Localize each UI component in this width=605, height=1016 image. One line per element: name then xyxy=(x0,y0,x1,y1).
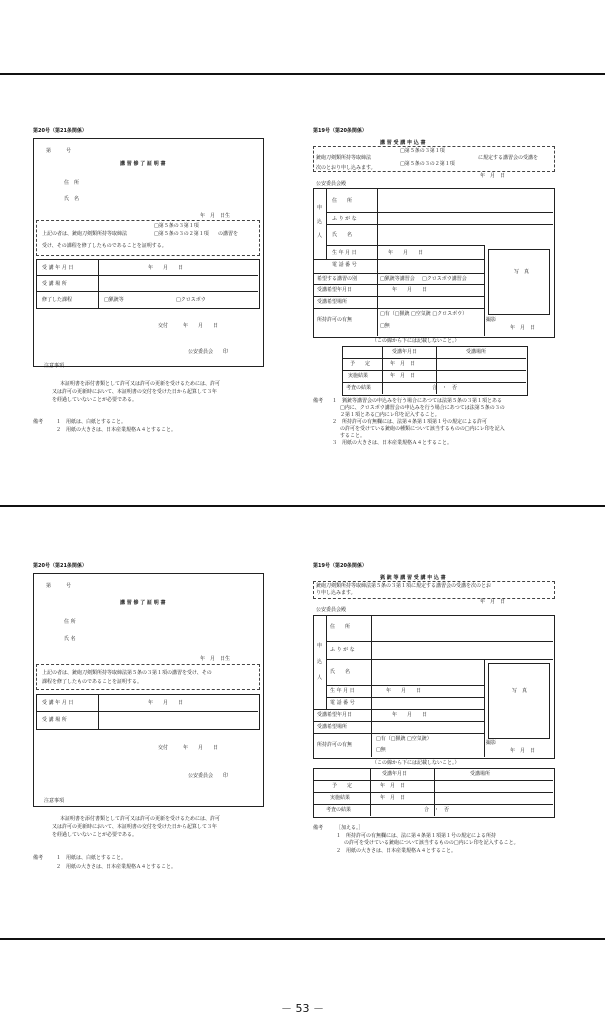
app-date: 年 月 日 xyxy=(480,599,506,605)
cert-number: 第 号 xyxy=(46,583,72,589)
notes-line-3: を経過していないことが必要である。 xyxy=(52,397,138,403)
app-remark-0: ［加える。］ xyxy=(336,825,364,831)
statement-line-1b: の講習を xyxy=(218,231,239,237)
course-choice-1: □猟銃等講習会 xyxy=(380,276,415,282)
side-label-2: 込 xyxy=(317,219,323,225)
photo-area xyxy=(488,249,550,315)
field-phone: 電 話 番 号 xyxy=(332,262,357,268)
app-remark-1b: □内に、クロスボウ講習会の申込みを行う場合にあつては法第５条の３の xyxy=(340,405,505,411)
photo-taken: 撮影 xyxy=(486,317,497,323)
app-date: 年 月 日 xyxy=(480,173,506,179)
app-title: 猟 銃 等 講 習 受 講 申 込 書 xyxy=(380,575,446,581)
app-opt-1: □第５条の３第１項 xyxy=(400,148,445,154)
remark-line-2: ２ 用紙の大きさは、日本産業規格Ａ４とすること。 xyxy=(56,427,177,433)
course-option-2: □クロスボウ xyxy=(176,297,206,303)
app-remark-1: １ 猟銃等講習会の申込みを行う場合にあつては法第５条の３第１項とある xyxy=(332,398,503,404)
app-remark-2b: の許可を受けている銃砲の種類について該当するものの□内にレ印を記入 xyxy=(340,426,505,432)
sub-row-result: 実施結果 xyxy=(348,373,369,379)
notes-line-1: 本証明書を添付書類として許可又は許可の更新を受けるためには、許可 xyxy=(60,816,221,822)
app-remark-label: 備考 xyxy=(313,825,324,831)
app-title: 講 習 受 講 申 込 書 xyxy=(380,140,426,146)
pass-fail: 合 ・ 否 xyxy=(432,385,458,391)
statement-line-1: 上記の者は、銃砲刀剣類所持等取締法第５条の３第１項の講習を受け、その xyxy=(42,670,212,676)
form-header: 第20号（第21条関係） xyxy=(33,563,87,569)
field-furigana: ふ り が な xyxy=(332,216,357,222)
field-birth: 生 年 月 日 xyxy=(332,250,357,256)
pass-fail: 合 ・ 否 xyxy=(424,807,450,813)
photo-label: 写 真 xyxy=(512,688,528,694)
row-req-date: 受講希望年月日 xyxy=(317,712,353,718)
side-label-3: 人 xyxy=(317,675,323,681)
field-furigana: ふ り が な xyxy=(330,647,355,653)
sub-date-2: 年 月 日 xyxy=(390,373,416,379)
page-number: － 53 － xyxy=(281,1002,324,1015)
remark-label: 備考 xyxy=(33,855,44,861)
row-label-date: 受 講 年 月 日 xyxy=(42,700,74,706)
field-birth: 生 年 月 日 xyxy=(330,688,355,694)
photo-date: 年 月 日 xyxy=(510,325,536,331)
course-choice-2: □クロスボウ講習会 xyxy=(422,276,467,282)
app-remark-label: 備考 xyxy=(313,398,324,404)
option-2: □第５条の３の２第１項 xyxy=(154,231,209,237)
sub-header-date: 受講年月日 xyxy=(392,349,418,355)
statement-line-2: 受け、その課程を修了したものであることを証明する。 xyxy=(42,243,167,249)
app-lead-2: に規定する講習会の受講を xyxy=(478,155,539,161)
app-header: 第19号（第20条関係） xyxy=(313,128,367,134)
app-remark-2: ２ 所持許可の有無欄には、法第４条第１項第１号の規定による許可 xyxy=(332,419,488,425)
app-lead-1: 銃砲刀剣類所持等取締法第５条の３第１項に規定する講習会の受講を次のとお xyxy=(316,583,492,589)
sub-date-2: 年 月 日 xyxy=(380,795,406,801)
row-label-place: 受 講 場 所 xyxy=(42,281,67,287)
side-label-1: 申 xyxy=(317,205,323,211)
app-opt-2: □第５条の３の２第１項 xyxy=(400,161,455,167)
app-remark-1b: の許可を受けている銃砲について該当するものの□内にレ印を記入すること。 xyxy=(344,840,519,846)
sub-row-exam: 考査の結果 xyxy=(346,385,372,391)
app-remark-2: ２ 用紙の大きさは、日本産業規格Ａ４とすること。 xyxy=(336,848,457,854)
statement-line-2: 課程を修了したものであることを証明する。 xyxy=(42,679,143,685)
row-permit: 所持許可の有無 xyxy=(317,317,353,323)
issuing-authority: 公安委員会 印 xyxy=(188,349,229,355)
side-label-2: 込 xyxy=(317,659,323,665)
remark-line-1: １ 用紙は、白紙とすること。 xyxy=(56,855,127,861)
req-date-value: 年 月 日 xyxy=(392,287,428,293)
notes-title: 注意事項 xyxy=(44,798,65,804)
row-label-place: 受 講 場 所 xyxy=(42,717,67,723)
notes-line-1: 本証明書を添付書類として許可又は許可の更新を受けるためには、許可 xyxy=(60,381,221,387)
row-course: 希望する講習の別 xyxy=(317,276,358,282)
notes-line-2: 又は許可の更新時において、本証明書の交付を受けた日から起算して３年 xyxy=(52,389,217,395)
sub-row-plan: 予 定 xyxy=(350,361,371,367)
sub-date-1: 年 月 日 xyxy=(390,361,416,367)
permit-yes: □有（□猟銃 □空気銃 □クロスボウ） xyxy=(380,311,468,317)
bottom-rule xyxy=(0,938,605,940)
divider-note: （この線から下には記載しないこと。） xyxy=(372,338,460,344)
sub-row-plan: 予 定 xyxy=(332,783,353,789)
photo-label: 写 真 xyxy=(514,269,530,275)
notes-line-3: を経過していないことが必要である。 xyxy=(52,832,138,838)
statement-line-1: 上記の者は、銃砲刀剣類所持等取締法 xyxy=(42,231,128,237)
issue-date: 交付 年 月 日 xyxy=(158,323,219,329)
row-req-date: 受講希望年月日 xyxy=(317,287,353,293)
app-lead-3: 次のとおり申し込みます。 xyxy=(316,165,376,171)
req-date-value: 年 月 日 xyxy=(392,712,428,718)
field-address: 住 所 xyxy=(332,198,353,204)
field-phone: 電 話 番 号 xyxy=(330,700,355,706)
issuing-authority: 公安委員会 印 xyxy=(188,773,229,779)
middle-rule xyxy=(0,505,605,507)
app-lead-1: 銃砲刀剣類所持等取締法 xyxy=(316,155,372,161)
option-1: □第５条の３第１項 xyxy=(154,223,199,229)
sub-row-exam: 考査の結果 xyxy=(326,807,352,813)
name-label: 氏 名 xyxy=(64,636,76,642)
field-address: 住 所 xyxy=(330,624,351,630)
address-label: 住 所 xyxy=(64,619,76,625)
notes-line-2: 又は許可の更新時において、本証明書の交付を受けた日から起算して３年 xyxy=(52,824,217,830)
app-header: 第19号（第20条関係） xyxy=(313,563,367,569)
remark-line-1: １ 用紙は、白紙とすること。 xyxy=(56,419,127,425)
side-label-1: 申 xyxy=(317,643,323,649)
app-remark-1: １ 所持許可の有無欄には、法に第４条第１項第１号の規定による所持 xyxy=(336,833,497,839)
statement-box xyxy=(36,664,260,690)
app-remark-3: ３ 用紙の大きさは、日本産業規格Ａ４とすること。 xyxy=(332,440,453,446)
row-req-place: 受講希望場所 xyxy=(317,724,348,730)
row-label-course: 修了した課程 xyxy=(42,297,73,303)
certificate-frame xyxy=(33,573,264,807)
permit-no: □無 xyxy=(376,747,386,753)
name-label: 氏 名 xyxy=(64,196,80,202)
app-remark-1c: ２第１項とある□内にレ印を記入すること。 xyxy=(340,412,440,418)
birth-date: 年 月 日生 xyxy=(200,656,231,662)
top-rule xyxy=(0,73,605,75)
address-label: 住 所 xyxy=(64,180,80,186)
app-lead-3: り申し込みます。 xyxy=(316,590,356,596)
cert-title: 講 習 修 了 証 明 書 xyxy=(120,600,166,606)
form-header: 第20号（第21条関係） xyxy=(33,128,87,134)
issue-date: 交付 年 月 日 xyxy=(158,745,219,751)
sub-header-date: 受講年月日 xyxy=(382,771,408,777)
sub-header-place: 受講場所 xyxy=(470,771,491,777)
sub-header-place: 受講場所 xyxy=(466,349,487,355)
app-authority: 公安委員会殿 xyxy=(316,181,347,187)
course-option-1: □猟銃等 xyxy=(104,297,124,303)
statement-box xyxy=(36,220,260,256)
permit-no: □無 xyxy=(380,323,390,329)
photo-taken: 撮影 xyxy=(486,740,497,746)
birth-value: 年 月 日 xyxy=(388,250,424,256)
cert-title: 講 習 修 了 証 明 書 xyxy=(120,161,166,167)
row-label-date: 受 講 年 月 日 xyxy=(42,265,74,271)
row-date-value: 年 月 日 xyxy=(148,700,184,706)
cert-number: 第 号 xyxy=(46,148,72,154)
divider-note: （この線から下には記載しないこと。） xyxy=(372,760,460,766)
birth-date: 年 月 日生 xyxy=(200,213,231,219)
app-authority: 公安委員会殿 xyxy=(316,607,347,613)
remark-line-2: ２ 用紙の大きさは、日本産業規格Ａ４とすること。 xyxy=(56,864,177,870)
side-label-3: 人 xyxy=(317,233,323,239)
birth-value: 年 月 日 xyxy=(386,688,422,694)
row-req-place: 受講希望場所 xyxy=(317,299,348,305)
field-name: 氏 名 xyxy=(332,232,353,238)
row-permit: 所持許可の有無 xyxy=(317,742,353,748)
notes-title: 注意事項 xyxy=(44,363,65,369)
photo-area xyxy=(488,663,550,739)
row-date-value: 年 月 日 xyxy=(148,265,184,271)
app-remark-2c: すること。 xyxy=(340,433,366,439)
photo-date: 年 月 日 xyxy=(510,748,536,754)
remark-label: 備考 xyxy=(33,419,44,425)
field-name: 氏 名 xyxy=(330,669,351,675)
sub-row-result: 実施結果 xyxy=(330,795,351,801)
permit-yes: □有（□猟銃 □空気銃） xyxy=(376,736,432,742)
sub-date-1: 年 月 日 xyxy=(380,783,406,789)
